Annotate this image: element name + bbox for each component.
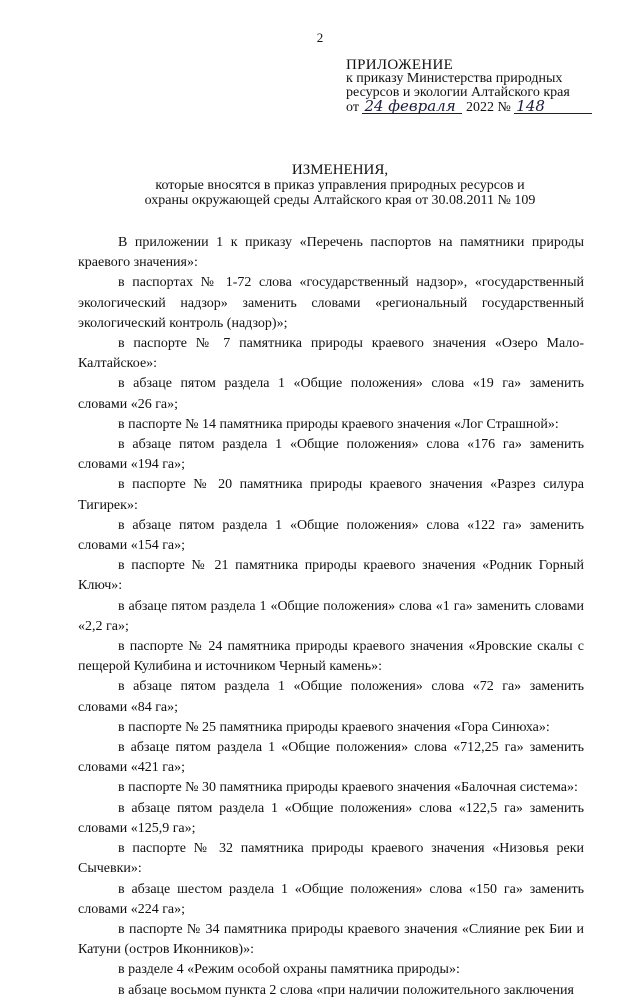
paragraph: в паспорте № 7 памятника природы краевого значения «Озеро Мало-Калтайское»:: [78, 336, 584, 372]
paragraph: в абзаце пятом раздела 1 «Общие положения» слова «712,25 га» заменить словами «421 га»;: [78, 740, 584, 776]
paragraph: в паспорте № 30 памятника природы краевого значения «Балочная система»:: [118, 780, 578, 796]
paragraph: в абзаце пятом раздела 1 «Общие положения» слова «122 га» заменить словами «154 га»;: [78, 517, 584, 554]
paragraph: в паспорте № 14 памятника природы краевого значения «Лог Страшной»:: [118, 416, 559, 432]
paragraph: в абзаце шестом раздела 1 «Общие положения» слова «150 га» заменить словами «224 га»;: [78, 881, 584, 917]
appendix-block: [346, 58, 626, 115]
handwritten-date: 24 февраля: [362, 100, 462, 114]
paragraph: в абзаце пятом раздела 1 «Общие положения» слова «19 га» заменить словами «26 га»;: [78, 376, 584, 412]
paragraph: в паспорте № 25 памятника природы краевого значения «Гора Синюха»:: [118, 719, 550, 735]
handwritten-order-number: 148: [514, 100, 592, 114]
paragraph: в абзаце пятом раздела 1 «Общие положения» слова «1 га» заменить словами «2,2 га»;: [78, 598, 584, 634]
paragraph: в паспорте № 24 памятника природы краевого значения «Яровские скалы с пещерой Кулибина и источником Черный камень»:: [78, 639, 584, 675]
paragraph: в паспорте № 32 памятника природы краевого значения «Низовья реки Сычевки»:: [78, 841, 584, 877]
paragraph: в паспорте № 21 памятника природы краевого значения «Родник Горный Ключ»:: [78, 558, 584, 594]
paragraph: в паспортах № 1-72 слова «государственный надзор», «государственный экологический надзор» заменить словами «региональный государственный экологический контроль (надзор)»;: [78, 275, 584, 331]
appendix-heading: ПРИЛОЖЕНИЕ: [346, 57, 454, 73]
page-number: 2: [316, 30, 324, 45]
paragraph: в абзаце пятом раздела 1 «Общие положения» слова «122,5 га» заменить словами «125,9 га»;: [78, 800, 584, 836]
paragraph: в паспорте № 34 памятника природы краевого значения «Слияние рек Бии и Катуни (остров Иконников)»:: [78, 921, 584, 958]
paragraph: в паспорте № 20 памятника природы краевого значения «Разрез силура Тигирек»:: [78, 477, 584, 513]
document-title-block: [80, 163, 600, 208]
paragraph: в абзаце пятом раздела 1 «Общие положения» слова «72 га» заменить словами «84 га»;: [78, 679, 584, 715]
appendix-line-1: к приказу Министерства природных: [346, 71, 563, 86]
paragraph: в разделе 4 «Режим особой охраны памятника природы»:: [118, 962, 460, 978]
paragraph: в абзаце пятом раздела 1 «Общие положения» слова «176 га» заменить словами «194 га»;: [78, 437, 584, 473]
paragraph: в абзаце восьмом пункта 2 слова «при наличии положительного заключения: [118, 982, 574, 998]
paragraph: В приложении 1 к приказу «Перечень паспортов на памятники природы краевого значения»:: [78, 235, 584, 271]
document-subtitle-line-1: которые вносятся в приказ управления природных ресурсов и: [155, 178, 525, 193]
order-year: 2022 №: [465, 100, 511, 115]
document-subtitle-line-2: охраны окружающей среды Алтайского края от 30.08.2011 № 109: [144, 193, 536, 208]
appendix-date-line: [346, 97, 626, 115]
appendix-line-2: ресурсов и экологии Алтайского края: [346, 85, 570, 100]
date-prefix: от: [346, 100, 359, 115]
document-title: ИЗМЕНЕНИЯ,: [291, 162, 389, 178]
document-body: [78, 233, 584, 1001]
